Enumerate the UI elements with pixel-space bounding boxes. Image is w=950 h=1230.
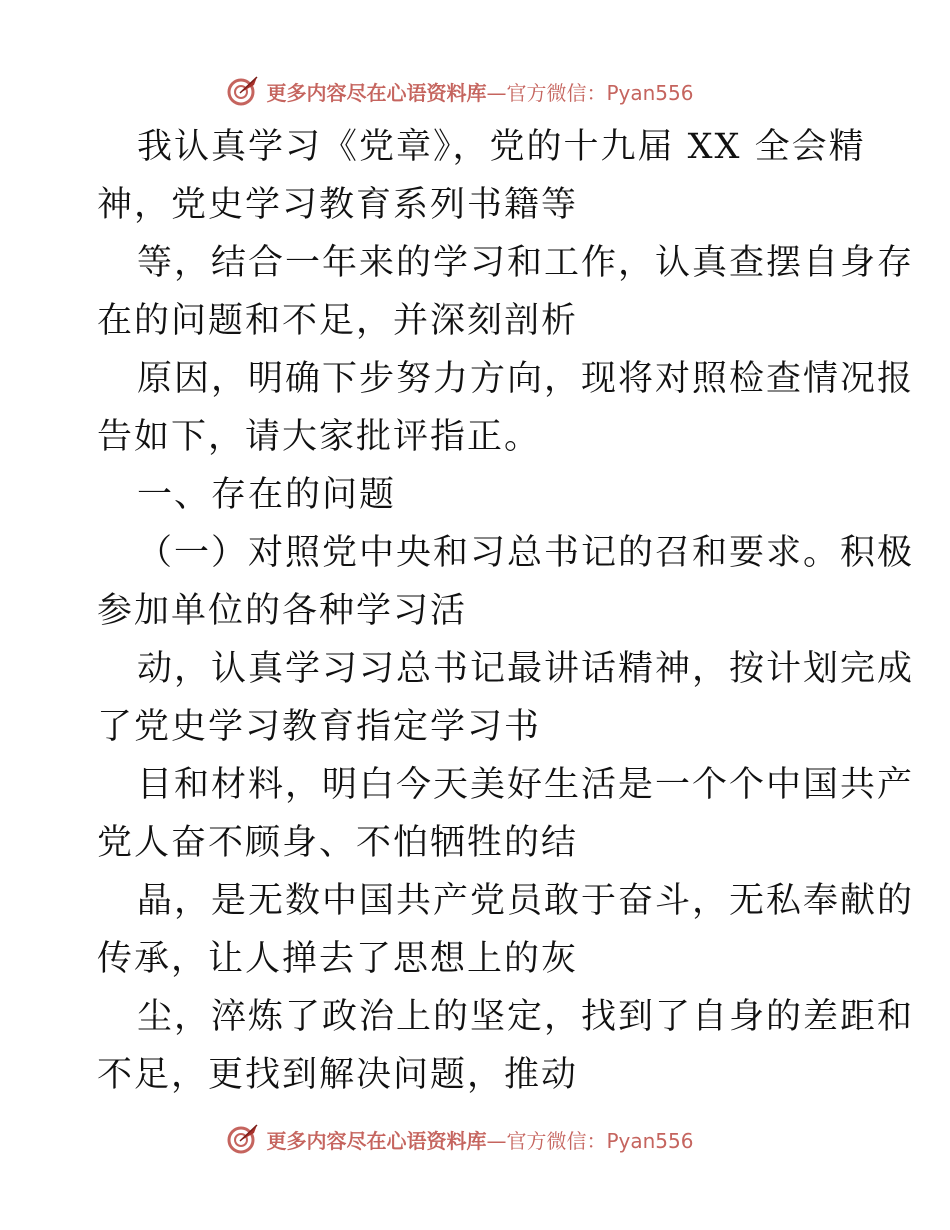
section-heading: 一、存在的问题: [137, 475, 397, 515]
text-line-11: 了党史学习教育指定学习书: [97, 707, 542, 747]
text-line-17: 不足，更找到解决问题，推动: [97, 1055, 579, 1095]
text-line-2: 神，党史学习教育系列书籍等: [97, 185, 579, 225]
text-line-10: 动，认真学习习总书记最讲话精神，按计划完成: [137, 649, 915, 689]
quill-logo-icon: [226, 1122, 260, 1156]
text-line-13: 党人奋不顾身、不怕牺牲的结: [97, 823, 579, 863]
header-watermark-inner: [226, 74, 693, 108]
quill-logo-icon: [226, 74, 260, 108]
text-line-15: 传承，让人掸去了思想上的灰: [97, 939, 579, 979]
text-line-1: 我认真学习《党章》，党的十九届 XX 全会精: [137, 127, 866, 167]
header-watermark: [0, 71, 950, 111]
footer-watermark: [0, 1119, 950, 1159]
footer-watermark-suffix: —官方微信：Pyan556: [486, 1128, 694, 1153]
header-watermark-text: [266, 77, 693, 106]
text-line-5: 原因，明确下步努力方向，现将对照检查情况报: [137, 359, 915, 399]
document-body: [97, 118, 915, 1104]
footer-watermark-main: 更多内容尽在心语资料库: [266, 1128, 487, 1153]
text-line-3: 等，结合一年来的学习和工作，认真查摆自身存: [137, 243, 915, 283]
header-watermark-main: 更多内容尽在心语资料库: [266, 80, 487, 105]
footer-watermark-inner: [226, 1122, 693, 1156]
header-watermark-suffix: —官方微信：Pyan556: [486, 80, 694, 105]
text-line-9: 参加单位的各种学习活: [97, 591, 468, 631]
text-line-8: （一）对照党中央和习总书记的召和要求。积极: [137, 533, 915, 573]
text-line-6: 告如下，请大家批评指正。: [97, 417, 542, 457]
footer-watermark-text: [266, 1125, 693, 1154]
text-line-4: 在的问题和不足，并深刻剖析: [97, 301, 579, 341]
text-line-12: 目和材料，明白今天美好生活是一个个中国共产: [137, 765, 915, 805]
text-line-16: 尘，淬炼了政治上的坚定，找到了自身的差距和: [137, 997, 915, 1037]
text-line-14: 晶，是无数中国共产党员敢于奋斗，无私奉献的: [137, 881, 915, 921]
